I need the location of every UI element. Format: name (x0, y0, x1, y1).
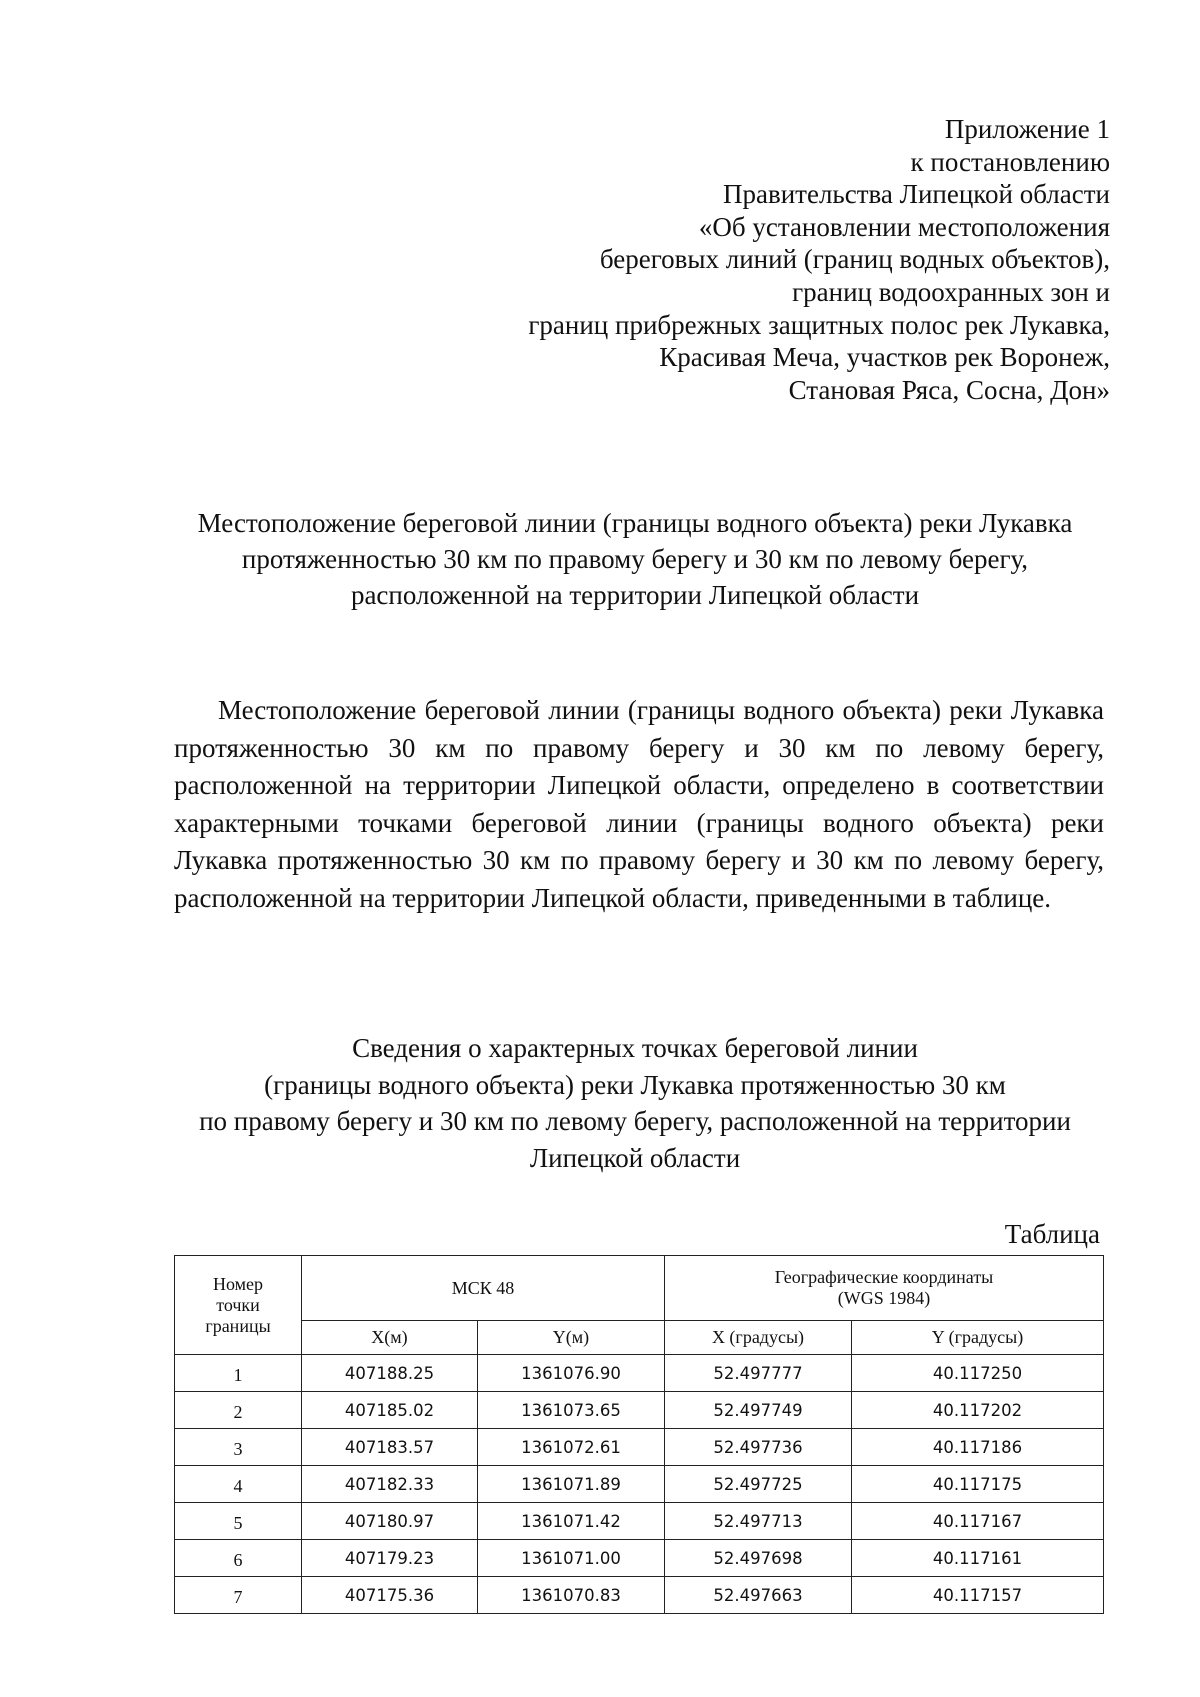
appendix-line: береговых линий (границ водных объектов), (599, 244, 1110, 275)
header-point-number (175, 1256, 302, 1355)
title-line: Местоположение береговой линии (границы водного объекта) реки Лукавка (197, 508, 1073, 538)
table-caption: Таблица (1004, 1219, 1100, 1249)
title-line: протяженностью 30 км по правому берегу и 30 км по левому берегу, (241, 544, 1029, 574)
table-title-line: Липецкой области (529, 1142, 741, 1173)
body-paragraph: Местоположение береговой линии (границы водного объекта) реки Лукавка протяженностью 30 км по правому берегу и 30 км по левому берегу, расположенной на территории Липецкой области, определено в соответствии характерными точками береговой линии (границы водного объекта) реки Лукавка протяженностью 30 км по правому берегу и 30 км по левому берегу, расположенной на территории Липецкой области, приведенными в таблице. (174, 695, 1104, 913)
appendix-header (420, 113, 1110, 406)
cell-y-m: 1361071.42 (478, 1503, 665, 1540)
cell-x-deg: 52.497698 (665, 1540, 852, 1577)
appendix-line: Становая Ряса, Сосна, Дон» (788, 374, 1110, 405)
header-point-number-label: Номер точки границы (205, 1273, 271, 1336)
header-geo-group (665, 1256, 1104, 1321)
cell-x-m: 407183.57 (302, 1429, 478, 1466)
header-y-deg: Y (градусы) (852, 1321, 1104, 1355)
cell-point-number: 7 (175, 1577, 302, 1614)
cell-x-m: 407188.25 (302, 1355, 478, 1392)
header-geo-line1: Географические координаты (774, 1267, 994, 1287)
cell-y-m: 1361071.89 (478, 1466, 665, 1503)
appendix-line: границ прибрежных защитных полос рек Лукавка, (528, 309, 1110, 340)
appendix-line: к постановлению (910, 146, 1110, 177)
table-title-line: Сведения о характерных точках береговой линии (352, 1033, 918, 1063)
table-row (175, 1540, 1104, 1577)
header-x-m: X(м) (302, 1321, 478, 1355)
table-row (175, 1503, 1104, 1540)
cell-point-number: 3 (175, 1429, 302, 1466)
cell-x-m: 407180.97 (302, 1503, 478, 1540)
table-title-line: по правому берегу и 30 км по левому берегу, расположенной на территории (199, 1106, 1071, 1136)
cell-x-deg: 52.497777 (665, 1355, 852, 1392)
cell-y-m: 1361073.65 (478, 1392, 665, 1429)
cell-y-m: 1361072.61 (478, 1429, 665, 1466)
table-row (175, 1392, 1104, 1429)
table-subheader-row (175, 1321, 1104, 1355)
cell-y-deg: 40.117167 (852, 1503, 1104, 1540)
table-header-row (175, 1256, 1104, 1321)
cell-point-number: 1 (175, 1355, 302, 1392)
cell-x-m: 407179.23 (302, 1540, 478, 1577)
cell-y-m: 1361076.90 (478, 1355, 665, 1392)
cell-y-deg: 40.117161 (852, 1540, 1104, 1577)
cell-x-deg: 52.497725 (665, 1466, 852, 1503)
document-title (160, 505, 1110, 613)
appendix-line: границ водоохранных зон и (792, 276, 1110, 307)
cell-x-deg: 52.497713 (665, 1503, 852, 1540)
cell-y-m: 1361070.83 (478, 1577, 665, 1614)
appendix-line: Приложение 1 (944, 114, 1110, 144)
table-row (175, 1577, 1104, 1614)
cell-point-number: 5 (175, 1503, 302, 1540)
cell-x-deg: 52.497663 (665, 1577, 852, 1614)
cell-point-number: 4 (175, 1466, 302, 1503)
cell-point-number: 6 (175, 1540, 302, 1577)
appendix-line: Красивая Меча, участков рек Воронеж, (659, 342, 1110, 373)
table-row (175, 1355, 1104, 1392)
header-msk-group: МСК 48 (302, 1256, 665, 1321)
header-x-deg: X (градусы) (665, 1321, 852, 1355)
table-row (175, 1466, 1104, 1503)
cell-x-m: 407175.36 (302, 1577, 478, 1614)
cell-y-deg: 40.117202 (852, 1392, 1104, 1429)
table-title (160, 1030, 1110, 1176)
cell-x-m: 407185.02 (302, 1392, 478, 1429)
cell-y-deg: 40.117175 (852, 1466, 1104, 1503)
cell-x-m: 407182.33 (302, 1466, 478, 1503)
appendix-line: «Об установлении местоположения (698, 211, 1110, 242)
cell-y-deg: 40.117157 (852, 1577, 1104, 1614)
header-y-m: Y(м) (478, 1321, 665, 1355)
appendix-line: Правительства Липецкой области (722, 179, 1110, 210)
cell-x-deg: 52.497736 (665, 1429, 852, 1466)
header-geo-line2: (WGS 1984) (837, 1288, 931, 1308)
coordinates-table (174, 1255, 1104, 1614)
cell-y-deg: 40.117250 (852, 1355, 1104, 1392)
cell-y-deg: 40.117186 (852, 1429, 1104, 1466)
table-row (175, 1429, 1104, 1466)
table-title-line: (границы водного объекта) реки Лукавка протяженностью 30 км (264, 1069, 1006, 1100)
cell-x-deg: 52.497749 (665, 1392, 852, 1429)
cell-y-m: 1361071.00 (478, 1540, 665, 1577)
title-line: расположенной на территории Липецкой области (350, 580, 920, 610)
cell-point-number: 2 (175, 1392, 302, 1429)
